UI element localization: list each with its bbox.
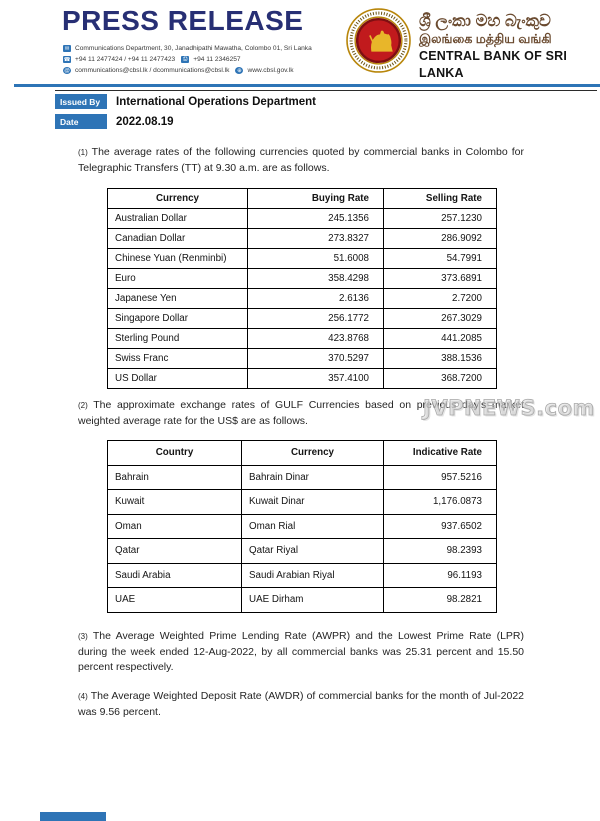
table-cell: 937.6502	[384, 514, 497, 539]
table-row	[108, 249, 497, 269]
table-row	[108, 329, 497, 349]
contact-block	[63, 43, 312, 76]
table-cell: 256.1772	[248, 309, 384, 329]
column-header-buying-rate: Buying Rate	[248, 189, 384, 209]
date-value: 2022.08.19	[116, 115, 174, 128]
date-row	[55, 114, 316, 129]
table-cell: 98.2821	[384, 588, 497, 613]
table-row	[108, 349, 497, 369]
table-cell: US Dollar	[108, 369, 248, 389]
table-cell: 441.2085	[384, 329, 497, 349]
table-cell: Bahrain Dinar	[242, 465, 384, 490]
page-title: PRESS RELEASE	[62, 5, 304, 36]
table-cell: Euro	[108, 269, 248, 289]
table-cell: 286.9092	[384, 229, 497, 249]
paragraph-number: (2)	[78, 401, 88, 410]
contact-email-row	[63, 65, 312, 76]
meta-block	[55, 94, 316, 134]
table-cell: Oman Rial	[242, 514, 384, 539]
table-cell: 370.5297	[248, 349, 384, 369]
table-cell: 96.1193	[384, 563, 497, 588]
table-cell: 423.8768	[248, 329, 384, 349]
table-row	[108, 369, 497, 389]
header-divider-line	[14, 84, 600, 87]
table-cell: Bahrain	[108, 465, 242, 490]
table-cell: Kuwait Dinar	[242, 490, 384, 515]
cbsl-seal-graphic	[346, 8, 411, 73]
table-cell: 358.4298	[248, 269, 384, 289]
table-row	[108, 289, 497, 309]
gulf-rates-table	[107, 440, 497, 613]
paragraph-text: The average rates of the following currencies quoted by commercial banks in Colombo for Telegraphic Transfers (TT) at 9.30 a.m. are as follows.	[78, 146, 524, 174]
table-cell: Saudi Arabia	[108, 563, 242, 588]
bank-name-tamil: இலங்கை மத்திய வங்கி	[419, 32, 552, 46]
contact-phone-row	[63, 54, 312, 65]
paragraph-text: The approximate exchange rates of GULF Currencies based on previous day's market weighted average rate for the US$ are as follows.	[78, 399, 524, 427]
table-cell: UAE Dirham	[242, 588, 384, 613]
paragraph-number: (1)	[78, 148, 88, 157]
table-cell: 2.6136	[248, 289, 384, 309]
table-cell: 368.7200	[384, 369, 497, 389]
paragraph-text: The Average Weighted Deposit Rate (AWDR) of commercial banks for the month of Jul-2022 was 9.56 percent.	[78, 690, 524, 718]
table-row	[108, 209, 497, 229]
table-row	[108, 539, 497, 564]
table-cell: 51.6008	[248, 249, 384, 269]
table-cell: Qatar	[108, 539, 242, 564]
table-row	[108, 465, 497, 490]
table-cell: 2.7200	[384, 289, 497, 309]
cbsl-seal-logo	[346, 8, 411, 78]
paragraph-number: (3)	[78, 632, 88, 641]
table-cell: 388.1536	[384, 349, 497, 369]
table-cell: 357.4100	[248, 369, 384, 389]
table-cell: Canadian Dollar	[108, 229, 248, 249]
table-row	[108, 309, 497, 329]
column-header-currency: Currency	[242, 441, 384, 466]
table-cell: Saudi Arabian Riyal	[242, 563, 384, 588]
table-cell: UAE	[108, 588, 242, 613]
paragraph-awpr-lpr	[78, 629, 524, 676]
contact-fax: +94 11 2346257	[193, 56, 241, 63]
table-cell: 98.2393	[384, 539, 497, 564]
table-cell: Japanese Yen	[108, 289, 248, 309]
contact-address-row	[63, 43, 312, 54]
issued-by-badge: Issued By	[55, 94, 107, 109]
issued-by-value: International Operations Department	[116, 95, 317, 108]
table-cell: Chinese Yuan (Renminbi)	[108, 249, 248, 269]
table-row	[108, 588, 497, 613]
jvpnews-watermark: JVPNEWS.com	[423, 396, 595, 420]
bank-name-english: CENTRAL BANK OF SRI LANKA	[419, 49, 568, 80]
paragraph-text: The Average Weighted Prime Lending Rate (AWPR) and the Lowest Prime Rate (LPR) during the week ended 12-Aug-2022, by all commercial banks was 25.31 percent and 15.50 percent respectively.	[78, 630, 524, 673]
table-cell: Qatar Riyal	[242, 539, 384, 564]
table-row	[108, 269, 497, 289]
table-cell: Singapore Dollar	[108, 309, 248, 329]
paragraph-awdr	[78, 689, 524, 720]
table-row	[108, 514, 497, 539]
table-cell: Swiss Franc	[108, 349, 248, 369]
table-cell: Sterling Pound	[108, 329, 248, 349]
table-row	[108, 490, 497, 515]
table-cell: Australian Dollar	[108, 209, 248, 229]
email-icon: @	[64, 67, 70, 74]
date-badge: Date	[55, 114, 107, 129]
table-cell: 957.5216	[384, 465, 497, 490]
bottom-partial-badge	[40, 812, 106, 821]
table-row	[108, 229, 497, 249]
contact-emails[interactable]: communications@cbsl.lk / dcommunications@cbsl.lk	[75, 67, 230, 74]
column-header-selling-rate: Selling Rate	[384, 189, 497, 209]
globe-icon: ⊕	[237, 67, 242, 74]
table-cell: 257.1230	[384, 209, 497, 229]
column-header-currency: Currency	[108, 189, 248, 209]
contact-address: Communications Department, 30, Janadhipathi Mawatha, Colombo 01, Sri Lanka	[75, 45, 312, 52]
fax-icon: ⎙	[183, 56, 188, 62]
table-cell: 267.3029	[384, 309, 497, 329]
content-top-rule	[55, 90, 597, 91]
bank-name-sinhala: ශ්‍රී ලංකා මහ බැංකුව	[419, 12, 551, 30]
table-header-row	[108, 441, 497, 466]
table-cell: 373.6891	[384, 269, 497, 289]
table-cell: 245.1356	[248, 209, 384, 229]
envelope-icon: ✉	[64, 45, 70, 52]
contact-website[interactable]: www.cbsl.gov.lk	[247, 67, 294, 74]
bank-name-block	[419, 11, 600, 82]
table-cell: 273.8327	[248, 229, 384, 249]
table-cell: Oman	[108, 514, 242, 539]
table-header-row	[108, 189, 497, 209]
table-row	[108, 563, 497, 588]
table-cell: 54.7991	[384, 249, 497, 269]
paragraph-number: (4)	[78, 692, 88, 701]
contact-phones: +94 11 2477424 / +94 11 2477423	[75, 56, 176, 63]
column-header-indicative-rate: Indicative Rate	[384, 441, 497, 466]
issued-by-row	[55, 94, 316, 109]
phone-icon: ☎	[63, 56, 71, 63]
table-cell: Kuwait	[108, 490, 242, 515]
table-cell: 1,176.0873	[384, 490, 497, 515]
paragraph-tt-rates	[78, 145, 524, 176]
column-header-country: Country	[108, 441, 242, 466]
tt-rates-table	[107, 188, 497, 389]
